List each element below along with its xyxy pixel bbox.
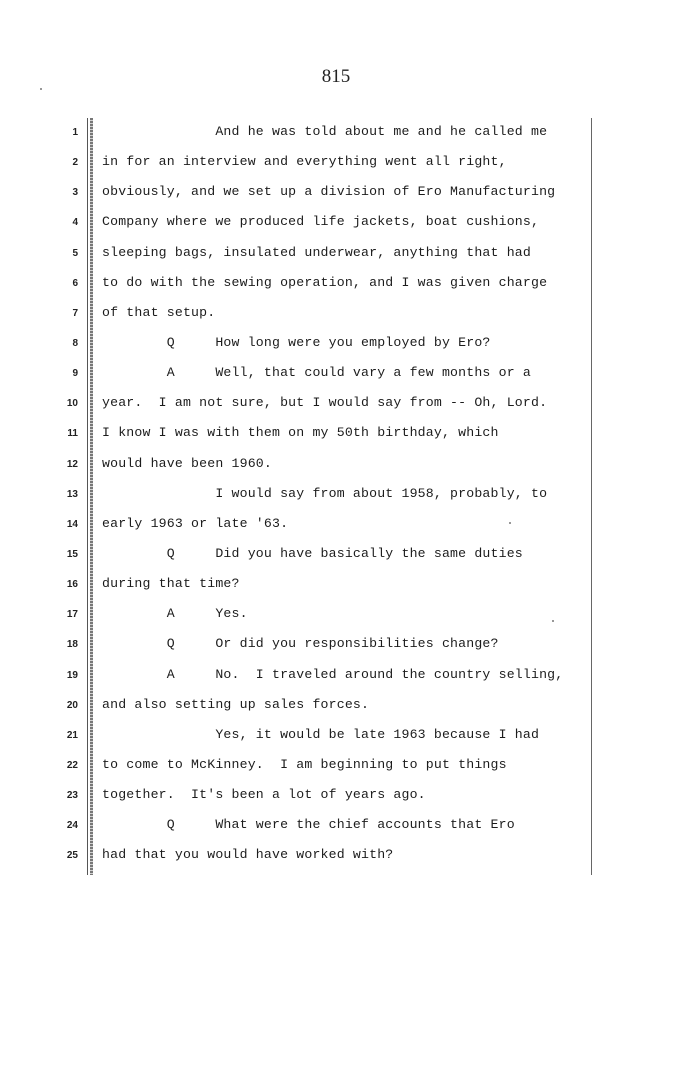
- line-text: during that time?: [102, 576, 240, 592]
- transcript-line: [0, 419, 691, 449]
- transcript-line: [0, 510, 691, 540]
- transcript-line: [0, 841, 691, 871]
- line-number: 2: [72, 157, 78, 169]
- line-number: 3: [72, 187, 78, 199]
- transcript-line: [0, 661, 691, 691]
- line-number: 12: [66, 458, 78, 470]
- line-text: to come to McKinney. I am beginning to put things: [102, 756, 507, 772]
- line-text: and also setting up sales forces.: [102, 696, 370, 712]
- line-text: And he was told about me and he called me: [102, 124, 548, 139]
- transcript-line: [0, 118, 691, 148]
- line-number: 17: [66, 609, 78, 621]
- line-number: 13: [66, 488, 78, 500]
- transcript-line: [0, 359, 691, 389]
- transcript-line: [0, 751, 691, 781]
- line-text: I know I was with them on my 50th birthday, which: [102, 425, 499, 441]
- line-number: 22: [66, 759, 78, 771]
- line-text: A Yes.: [102, 606, 248, 622]
- line-text: early 1963 or late '63.: [102, 515, 289, 531]
- line-text: year. I am not sure, but I would say from -- Oh, Lord.: [102, 395, 548, 411]
- line-text: obviously, and we set up a division of Ero Manufacturing: [102, 184, 556, 200]
- transcript-line: [0, 691, 691, 721]
- line-number: 5: [72, 247, 78, 259]
- line-number: 21: [66, 729, 78, 741]
- transcript-line: [0, 630, 691, 660]
- page-number: 815: [321, 66, 351, 87]
- transcript-line: [0, 600, 691, 630]
- line-text: had that you would have worked with?: [102, 847, 394, 863]
- transcript-lines: [0, 118, 691, 872]
- line-number: 6: [72, 277, 78, 289]
- transcript-line: [0, 208, 691, 238]
- line-number: 24: [66, 820, 78, 832]
- line-text: A Well, that could vary a few months or a: [102, 365, 531, 381]
- line-number: 14: [66, 518, 78, 530]
- line-text: sleeping bags, insulated underwear, anything that had: [102, 244, 531, 260]
- scan-speck: [40, 88, 42, 90]
- line-text: I would say from about 1958, probably, to: [102, 485, 548, 501]
- line-text: together. It's been a lot of years ago.: [102, 787, 426, 803]
- line-number: 15: [66, 548, 78, 560]
- line-text: Q What were the chief accounts that Ero: [102, 817, 515, 833]
- line-number: 9: [72, 368, 78, 380]
- line-text: to do with the sewing operation, and I was given charge: [102, 274, 548, 290]
- transcript-line: [0, 570, 691, 600]
- line-number: 18: [66, 639, 78, 651]
- line-number: 7: [72, 307, 78, 319]
- line-text: in for an interview and everything went all right,: [102, 154, 507, 170]
- line-text: Company where we produced life jackets, boat cushions,: [102, 214, 540, 230]
- line-number: 20: [66, 699, 78, 711]
- line-number: 11: [67, 428, 78, 440]
- line-text: A No. I traveled around the country selling,: [102, 666, 564, 682]
- line-text: would have been 1960.: [102, 455, 272, 471]
- transcript-line: [0, 389, 691, 419]
- transcript-line: [0, 299, 691, 329]
- transcript-line: [0, 811, 691, 841]
- line-number: 1: [72, 127, 78, 138]
- transcript-line: [0, 540, 691, 570]
- line-text: Q How long were you employed by Ero?: [102, 334, 491, 350]
- transcript-line: [0, 329, 691, 359]
- line-text: Q Did you have basically the same duties: [102, 545, 523, 561]
- line-number: 8: [72, 337, 78, 349]
- line-number: 16: [66, 579, 78, 591]
- transcript-line: [0, 721, 691, 751]
- transcript-line: [0, 178, 691, 208]
- transcript-line: [0, 480, 691, 510]
- line-number: 10: [66, 398, 78, 410]
- line-number: 25: [66, 850, 78, 862]
- line-number: 4: [72, 217, 78, 229]
- line-text: Yes, it would be late 1963 because I had: [102, 726, 540, 742]
- line-number: 19: [66, 669, 78, 681]
- transcript-line: [0, 781, 691, 811]
- transcript-line: [0, 269, 691, 299]
- transcript-line: [0, 148, 691, 178]
- line-text: of that setup.: [102, 304, 216, 320]
- line-text: Q Or did you responsibilities change?: [102, 636, 499, 652]
- line-number: 23: [66, 790, 78, 802]
- transcript-line: [0, 239, 691, 269]
- transcript-line: [0, 450, 691, 480]
